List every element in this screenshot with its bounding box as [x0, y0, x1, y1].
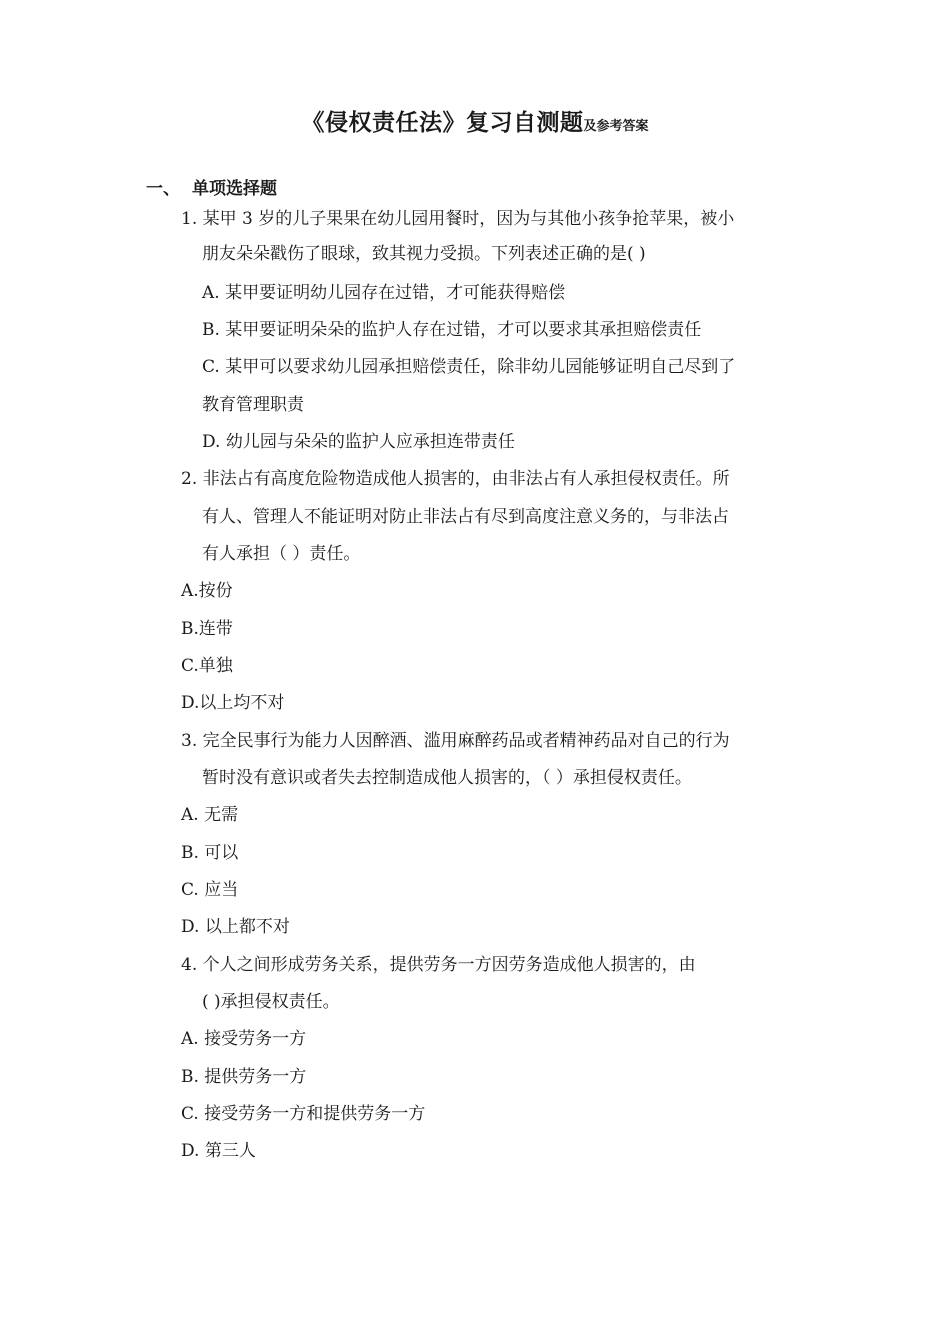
question-1-option-a: A. 某甲要证明幼儿园存在过错，才可能获得赔偿	[202, 283, 566, 303]
question-3-option-d: D. 以上都不对	[181, 917, 290, 937]
question-4-line-2: ( )承担侵权责任。	[202, 992, 340, 1012]
title-main: 《侵权责任法》复习自测题	[301, 110, 584, 136]
section-number: 一、	[146, 179, 180, 199]
question-2-line-2: 有人、管理人不能证明对防止非法占有尽到高度注意义务的，与非法占	[202, 507, 729, 527]
question-2-option-b: B.连带	[181, 619, 233, 639]
question-3-option-b: B. 可以	[181, 843, 239, 863]
question-1-line-2: 朋友朵朵戳伤了眼球，致其视力受损。下列表述正确的是( )	[202, 244, 646, 264]
question-2-option-a: A.按份	[181, 581, 233, 601]
question-2-option-d: D.以上均不对	[181, 693, 285, 713]
question-2-line-3: 有人承担（ ）责任。	[202, 544, 361, 564]
title-subtitle: 及参考答案	[583, 119, 649, 134]
question-3-option-a: A. 无需	[181, 805, 239, 825]
question-1-option-d: D. 幼儿园与朵朵的监护人应承担连带责任	[202, 432, 515, 452]
question-4-option-c: C. 接受劳务一方和提供劳务一方	[181, 1104, 426, 1124]
document-title	[0, 104, 950, 137]
question-1-option-c-cont: 教育管理职责	[202, 395, 304, 415]
question-2-option-c: C.单独	[181, 656, 233, 676]
question-3-option-c: C. 应当	[181, 880, 239, 900]
section-heading	[146, 174, 277, 199]
question-3-line-2: 暂时没有意识或者失去控制造成他人损害的，（ ）承担侵权责任。	[202, 768, 692, 788]
question-4-option-a: A. 接受劳务一方	[181, 1029, 307, 1049]
question-4-line-1: 4. 个人之间形成劳务关系，提供劳务一方因劳务造成他人损害的，由	[181, 955, 696, 975]
question-3-line-1: 3. 完全民事行为能力人因醉酒、滥用麻醉药品或者精神药品对自己的行为	[181, 731, 730, 751]
question-2-line-1: 2. 非法占有高度危险物造成他人损害的，由非法占有人承担侵权责任。所	[181, 469, 730, 489]
section-label: 单项选择题	[192, 179, 277, 199]
question-1-line-1: 1. 某甲 3 岁的儿子果果在幼儿园用餐时，因为与其他小孩争抢苹果，被小	[181, 209, 735, 229]
question-4-option-b: B. 提供劳务一方	[181, 1067, 307, 1087]
question-1-option-c: C. 某甲可以要求幼儿园承担赔偿责任，除非幼儿园能够证明自己尽到了	[202, 357, 736, 377]
question-1-option-b: B. 某甲要证明朵朵的监护人存在过错，才可以要求其承担赔偿责任	[202, 320, 702, 340]
question-4-option-d: D. 第三人	[181, 1141, 256, 1161]
